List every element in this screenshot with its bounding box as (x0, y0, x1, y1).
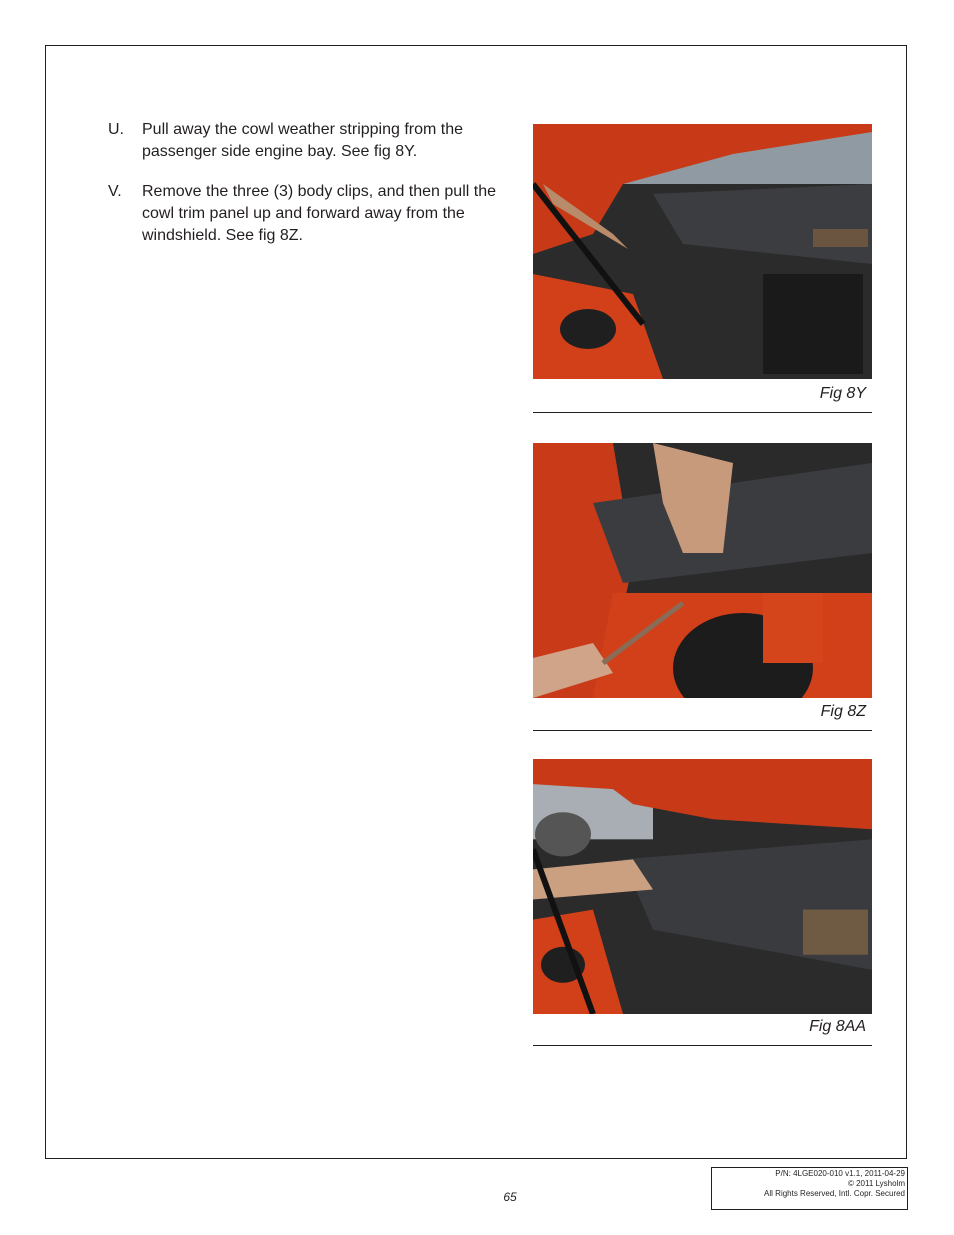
copyright: © 2011 Lysholm (847, 1179, 905, 1188)
step-text: Remove the three (3) body clips, and then pull the cowl trim panel up and forward away from the windshield. See fig 8Z. (142, 183, 496, 244)
caption-fig-8y: Fig 8Y (819, 385, 866, 402)
footer-box (711, 1167, 908, 1210)
photo-fig-8aa (533, 759, 872, 1014)
caption-fig-8z: Fig 8Z (820, 703, 866, 720)
figure-rule (533, 1045, 872, 1046)
step-text: Pull away the cowl weather stripping from the passenger side engine bay. See fig 8Y. (142, 121, 464, 160)
rights-statement: All Rights Reserved, Intl. Copr. Secured (764, 1189, 905, 1198)
part-number: P/N: 4LGE020-010 v1.1, 2011-04-29 (775, 1169, 905, 1178)
photo-fig-8y (533, 124, 872, 379)
caption-fig-8aa: Fig 8AA (809, 1018, 866, 1035)
figure-rule (533, 412, 872, 413)
step-letter: U. (108, 121, 124, 138)
photo-fig-8z (533, 443, 872, 698)
step-letter: V. (108, 183, 122, 200)
figure-rule (533, 730, 872, 731)
page-number: 65 (503, 1190, 517, 1204)
